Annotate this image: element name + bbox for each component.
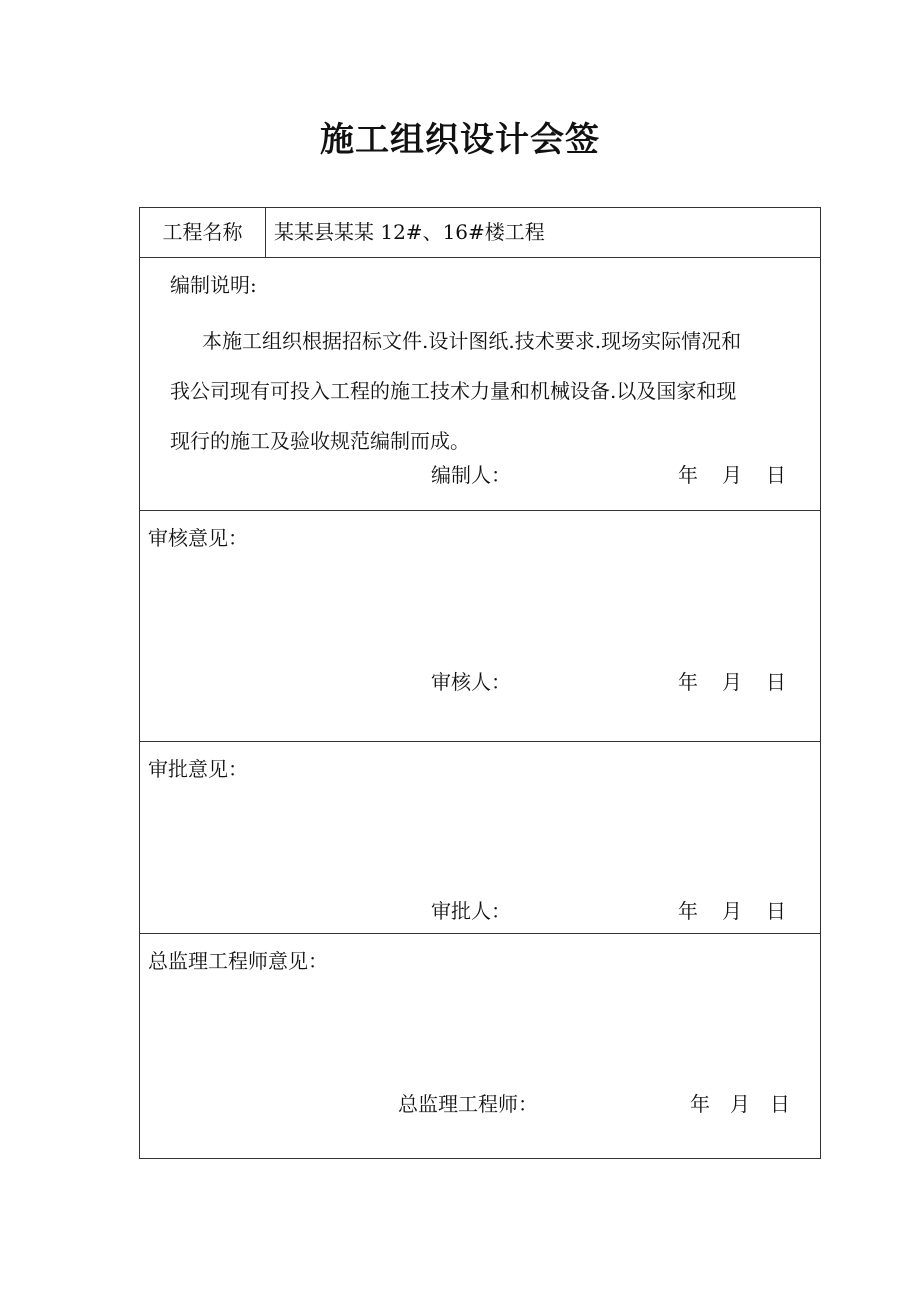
approve-date-year: 年 (678, 899, 698, 923)
supervisor-label: 总监理工程师： (398, 1092, 538, 1116)
compile-line-1: 本施工组织根据招标文件.设计图纸.技术要求.现场实际情况和 (202, 329, 742, 353)
approve-date-month: 月 (722, 899, 742, 923)
compile-date-day: 日 (766, 463, 786, 487)
compile-line-3: 现行的施工及验收规范编制而成。 (170, 429, 470, 453)
review-heading: 审核意见： (148, 526, 248, 550)
approve-date-day: 日 (766, 899, 786, 923)
compile-date-month: 月 (722, 463, 742, 487)
review-date-month: 月 (722, 670, 742, 694)
approve-section (140, 742, 820, 934)
review-section (140, 511, 820, 742)
reviewer-label: 审核人： (431, 670, 511, 694)
project-name-value: 某某县某某 12#、16#楼工程 (274, 220, 545, 244)
review-date-year: 年 (678, 670, 698, 694)
supervisor-date-year: 年 (690, 1092, 710, 1116)
compile-date-year: 年 (678, 463, 698, 487)
approver-label: 审批人： (431, 899, 511, 923)
signoff-form (139, 207, 821, 1159)
compiler-label: 编制人： (431, 463, 511, 487)
supervisor-date (690, 1091, 790, 1117)
compile-description (170, 316, 800, 466)
project-name-label: 工程名称 (140, 208, 266, 257)
document-title: 施工组织设计会签 (320, 120, 600, 160)
approve-date (678, 898, 786, 924)
review-date (678, 669, 786, 695)
compile-line-2: 我公司现有可投入工程的施工技术力量和机械设备.以及国家和现 (170, 379, 737, 403)
supervisor-section (140, 934, 820, 1159)
supervisor-date-month: 月 (730, 1092, 750, 1116)
compile-date (678, 462, 786, 488)
project-row (140, 208, 820, 258)
approve-heading: 审批意见： (148, 757, 248, 781)
compile-section (140, 258, 820, 511)
compile-heading: 编制说明: (170, 273, 257, 297)
review-date-day: 日 (766, 670, 786, 694)
supervisor-heading: 总监理工程师意见： (148, 949, 328, 973)
supervisor-date-day: 日 (770, 1092, 790, 1116)
